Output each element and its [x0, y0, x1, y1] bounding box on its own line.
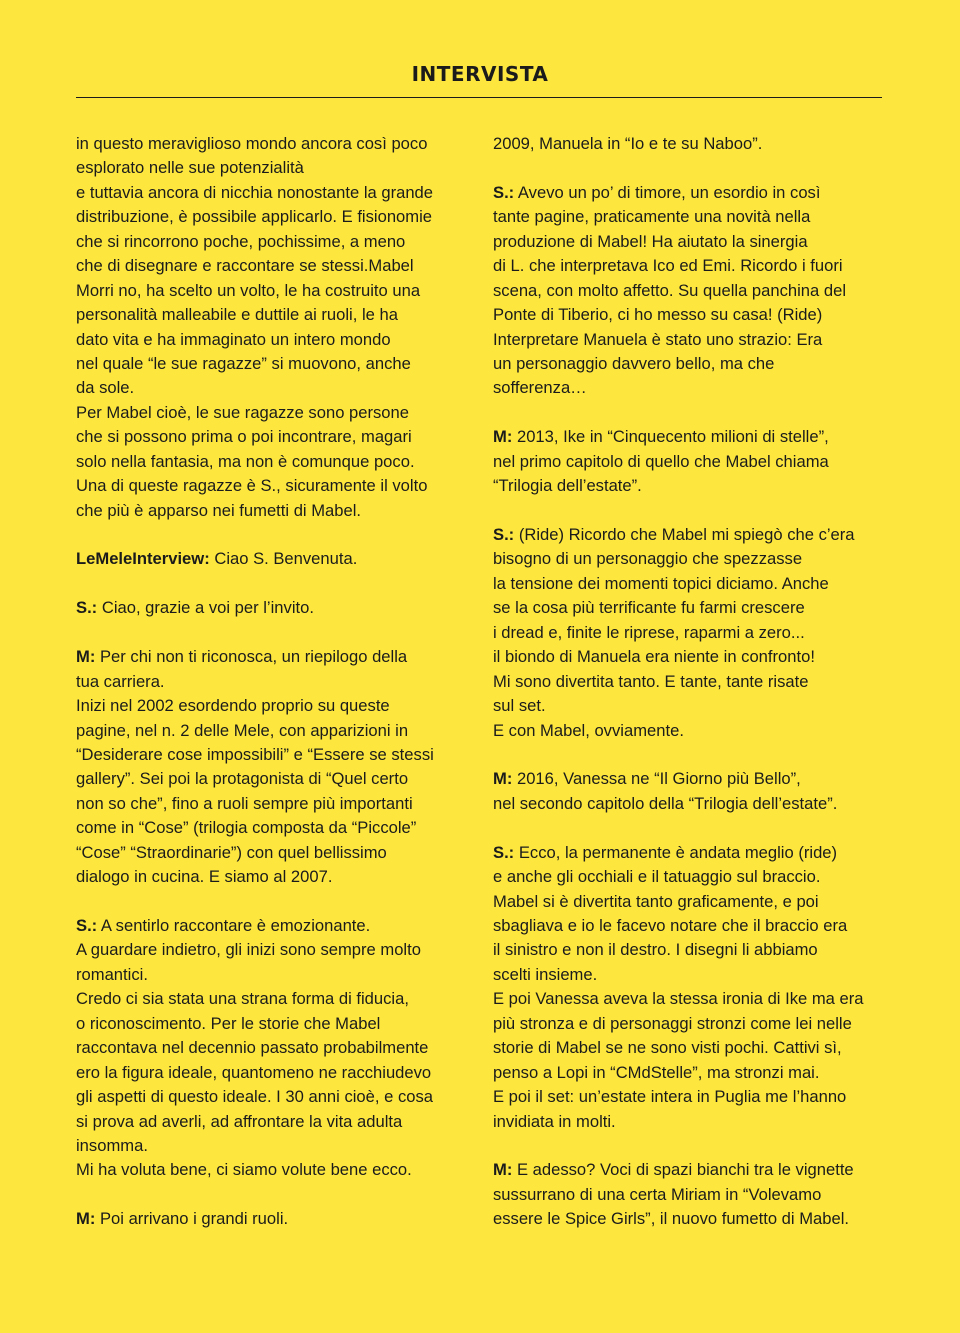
line-text: personalità malleabile e duttile ai ruoli, le ha: [76, 305, 398, 325]
text-line: [76, 938, 476, 962]
line-text: A guardare indietro, gli inizi sono sempre molto: [76, 940, 421, 960]
speaker-label: LeMeleInterview:: [76, 549, 210, 569]
text-line: [493, 694, 893, 718]
text-line: [76, 694, 476, 718]
paragraph-gap: [493, 743, 893, 767]
line-text: il sinistro e non il destro. I disegni li abbiamo: [493, 940, 818, 960]
line-text: (Ride) Ricordo che Mabel mi spiegò che c’era: [514, 525, 855, 544]
text-line: [76, 914, 476, 938]
line-text: penso a Lopi in “CMdStelle”, ma stronzi mai.: [493, 1062, 820, 1082]
text-line: [493, 719, 893, 743]
speaker-label: M:: [76, 1209, 96, 1229]
paragraph-gap: [493, 816, 893, 840]
text-line: [493, 1085, 893, 1109]
line-text: ero la figura ideale, quantomeno ne racchiudevo: [76, 1062, 432, 1082]
line-text: gli aspetti di questo ideale. I 30 anni cioè, e cosa: [76, 1087, 434, 1107]
line-text: Morri no, ha scelto un volto, le ha costruito una: [76, 280, 421, 300]
text-line: [493, 890, 893, 914]
text-line: [76, 401, 476, 425]
line-text: scelti insieme.: [493, 964, 598, 984]
line-text: nel primo capitolo di quello che Mabel chiama: [493, 451, 829, 471]
line-text: i dread e, finite le riprese, raparmi a zero...: [493, 622, 805, 642]
text-line: [493, 621, 893, 645]
text-line: [76, 1158, 476, 1182]
line-text: Mabel si è divertita tanto graficamente, e poi: [493, 891, 819, 911]
line-text: Poi arrivano i grandi ruoli.: [95, 1209, 289, 1229]
line-text: Mi ha voluta bene, ci siamo volute bene ecco.: [76, 1160, 412, 1180]
text-line: [76, 719, 476, 743]
text-line: [493, 254, 893, 278]
line-text: “Trilogia dell’estate”.: [493, 476, 642, 496]
line-text: si prova ad averli, ad affrontare la vita adulta: [76, 1111, 403, 1131]
line-text: un personaggio davvero bello, ma che: [493, 353, 775, 373]
text-line: [493, 376, 893, 400]
paragraph-gap: [76, 572, 476, 596]
text-line: [76, 670, 476, 694]
paragraph-gap: [76, 890, 476, 914]
line-text: nel quale “le sue ragazze” si muovono, anche: [76, 353, 411, 373]
line-text: Ciao S. Benvenuta.: [209, 549, 358, 569]
line-text: che si rincorrono poche, pochissime, a meno: [76, 231, 406, 251]
text-line: [493, 987, 893, 1011]
line-text: Una di queste ragazze è S., sicuramente il volto: [76, 476, 428, 496]
text-line: [493, 1012, 893, 1036]
text-line: [76, 352, 476, 376]
paragraph-gap: [493, 401, 893, 425]
text-line: [493, 205, 893, 229]
text-line: [493, 914, 893, 938]
text-line: [76, 963, 476, 987]
text-line: [76, 1134, 476, 1158]
text-line: [76, 816, 476, 840]
text-line: [493, 1036, 893, 1060]
line-text: sbagliava e io le facevo notare che il braccio era: [493, 916, 848, 935]
speaker-label: M:: [493, 1160, 513, 1180]
line-text: che di disegnare e raccontare se stessi.Mabel: [76, 256, 414, 276]
text-line: [76, 1036, 476, 1060]
line-text: sofferenza…: [493, 378, 587, 398]
line-text: Credo ci sia stata una strana forma di fiducia,: [76, 989, 409, 1009]
line-text: bisogno di un personaggio che spezzasse: [493, 549, 803, 569]
line-text: Avevo un po’ di timore, un esordio in così: [514, 182, 821, 202]
text-line: [493, 450, 893, 474]
text-line: [76, 1061, 476, 1085]
line-text: 2009, Manuela in “Io e te su Naboo”.: [493, 134, 763, 153]
text-line: [76, 230, 476, 254]
text-line: [76, 1110, 476, 1134]
line-text: tua carriera.: [76, 671, 165, 691]
line-text: dato vita e ha immaginato un intero mondo: [76, 329, 391, 349]
speaker-label: S.:: [493, 182, 515, 202]
text-line: [76, 205, 476, 229]
text-line: [76, 865, 476, 889]
text-line: [493, 181, 893, 205]
text-line: [76, 376, 476, 400]
text-line: [493, 328, 893, 352]
text-line: [76, 279, 476, 303]
line-text: 2013, Ike in “Cinquecento milioni di stelle”,: [512, 427, 829, 447]
text-line: [493, 865, 893, 889]
right-column: [493, 132, 893, 1232]
text-line: [493, 474, 893, 498]
text-line: [493, 1061, 893, 1085]
text-line: [493, 841, 893, 865]
line-text: invidiata in molti.: [493, 1111, 616, 1131]
line-text: E poi Vanessa aveva la stessa ironia di Ike ma era: [493, 989, 864, 1009]
speaker-label: S.:: [493, 525, 515, 544]
paragraph-gap: [493, 1134, 893, 1158]
text-line: [493, 352, 893, 376]
section-title: INTERVISTA: [411, 62, 549, 86]
text-line: [493, 767, 893, 791]
text-line: [493, 1183, 893, 1207]
line-text: sul set.: [493, 696, 546, 716]
text-line: [493, 425, 893, 449]
paragraph-gap: [493, 499, 893, 523]
left-column: [76, 132, 476, 1232]
line-text: che si possono prima o poi incontrare, magari: [76, 427, 412, 447]
line-text: raccontava nel decennio passato probabilmente: [76, 1038, 429, 1058]
paragraph-gap: [76, 1183, 476, 1207]
line-text: tante pagine, praticamente una novità nella: [493, 207, 811, 227]
line-text: 2016, Vanessa ne “Il Giorno più Bello”,: [512, 769, 801, 789]
text-line: [76, 499, 476, 523]
text-line: [493, 1207, 893, 1231]
line-text: dialogo in cucina. E siamo al 2007.: [76, 867, 333, 887]
text-line: [76, 547, 476, 571]
text-line: [493, 1110, 893, 1134]
line-text: “Cose” “Straordinarie”) con quel bellissimo: [76, 842, 387, 862]
text-line: [493, 670, 893, 694]
text-line: [493, 963, 893, 987]
line-text: A sentirlo raccontare è emozionante.: [97, 916, 371, 935]
line-text: gallery”. Sei poi la protagonista di “Quel certo: [76, 769, 409, 789]
line-text: romantici.: [76, 964, 148, 984]
text-line: [76, 1012, 476, 1036]
line-text: Per chi non ti riconosca, un riepilogo della: [95, 647, 408, 667]
line-text: Ecco, la permanente è andata meglio (ride): [514, 842, 838, 862]
line-text: Inizi nel 2002 esordendo proprio su queste: [76, 696, 390, 716]
line-text: se la cosa più terrificante fu farmi crescere: [493, 598, 805, 618]
text-line: [76, 254, 476, 278]
text-line: [493, 303, 893, 327]
line-text: esplorato nelle sue potenzialità: [76, 158, 304, 178]
line-text: Ponte di Tiberio, ci ho messo su casa! (Ride): [493, 305, 823, 325]
line-text: storie di Mabel se ne sono visti pochi. Cattivi sì,: [493, 1038, 842, 1058]
line-text: E adesso? Voci di spazi bianchi tra le vignette: [512, 1160, 854, 1180]
line-text: non so che”, fino a ruoli sempre più importanti: [76, 793, 413, 813]
line-text: distribuzione, è possibile applicarlo. E fisionomie: [76, 207, 433, 227]
line-text: di L. che interpretava Ico ed Emi. Ricordo i fuori: [493, 256, 843, 276]
text-line: [76, 645, 476, 669]
text-line: [493, 523, 893, 547]
line-text: come in “Cose” (trilogia composta da “Piccole”: [76, 818, 417, 838]
text-line: [493, 1158, 893, 1182]
text-line: [76, 743, 476, 767]
text-line: [493, 230, 893, 254]
line-text: il biondo di Manuela era niente in confronto!: [493, 647, 815, 667]
text-line: [493, 132, 893, 156]
line-text: Ciao, grazie a voi per l’invito.: [97, 598, 314, 618]
text-line: [76, 1085, 476, 1109]
text-line: [76, 987, 476, 1011]
line-text: da sole.: [76, 378, 135, 398]
text-line: [76, 132, 476, 156]
header-divider: [76, 97, 882, 98]
text-line: [76, 1207, 476, 1231]
text-line: [76, 450, 476, 474]
line-text: pagine, nel n. 2 delle Mele, con apparizioni in: [76, 720, 409, 740]
text-line: [493, 792, 893, 816]
text-line: [493, 645, 893, 669]
speaker-label: S.:: [76, 598, 98, 618]
text-line: [493, 572, 893, 596]
speaker-label: M:: [493, 769, 513, 789]
speaker-label: S.:: [493, 842, 515, 862]
line-text: Per Mabel cioè, le sue ragazze sono persone: [76, 402, 409, 422]
text-line: [493, 938, 893, 962]
line-text: produzione di Mabel! Ha aiutato la sinergia: [493, 231, 808, 251]
line-text: essere le Spice Girls”, il nuovo fumetto di Mabel.: [493, 1209, 849, 1229]
line-text: Mi sono divertita tanto. E tante, tante risate: [493, 671, 809, 691]
text-line: [493, 279, 893, 303]
text-line: [76, 767, 476, 791]
text-line: [76, 841, 476, 865]
text-line: [76, 156, 476, 180]
line-text: “Desiderare cose impossibili” e “Essere se stessi: [76, 744, 434, 764]
text-line: [76, 425, 476, 449]
line-text: e tuttavia ancora di nicchia nonostante la grande: [76, 182, 434, 202]
line-text: insomma.: [76, 1135, 148, 1155]
text-line: [493, 547, 893, 571]
line-text: nel secondo capitolo della “Trilogia dell’estate”.: [493, 793, 838, 813]
text-line: [76, 328, 476, 352]
line-text: che più è apparso nei fumetti di Mabel.: [76, 500, 362, 520]
text-line: [76, 596, 476, 620]
text-line: [76, 303, 476, 327]
text-line: [493, 596, 893, 620]
speaker-label: M:: [493, 427, 513, 447]
text-line: [76, 474, 476, 498]
line-text: E poi il set: un’estate intera in Puglia me l’hanno: [493, 1087, 847, 1107]
paragraph-gap: [76, 621, 476, 645]
line-text: o riconoscimento. Per le storie che Mabel: [76, 1013, 381, 1033]
paragraph-gap: [76, 523, 476, 547]
line-text: Interpretare Manuela è stato uno strazio: Era: [493, 329, 823, 349]
speaker-label: M:: [76, 647, 96, 667]
paragraph-gap: [493, 156, 893, 180]
line-text: la tensione dei momenti topici diciamo. Anche: [493, 573, 829, 593]
line-text: sussurrano di una certa Miriam in “Volevamo: [493, 1184, 822, 1204]
line-text: e anche gli occhiali e il tatuaggio sul braccio.: [493, 867, 821, 887]
text-line: [76, 792, 476, 816]
text-line: [76, 181, 476, 205]
line-text: scena, con molto affetto. Su quella panchina del: [493, 280, 847, 300]
line-text: più stronza e di personaggi stronzi come lei nelle: [493, 1013, 852, 1033]
line-text: E con Mabel, ovviamente.: [493, 720, 684, 740]
line-text: solo nella fantasia, ma non è comunque poco.: [76, 451, 415, 471]
line-text: in questo meraviglioso mondo ancora così poco: [76, 134, 428, 153]
speaker-label: S.:: [76, 916, 98, 935]
